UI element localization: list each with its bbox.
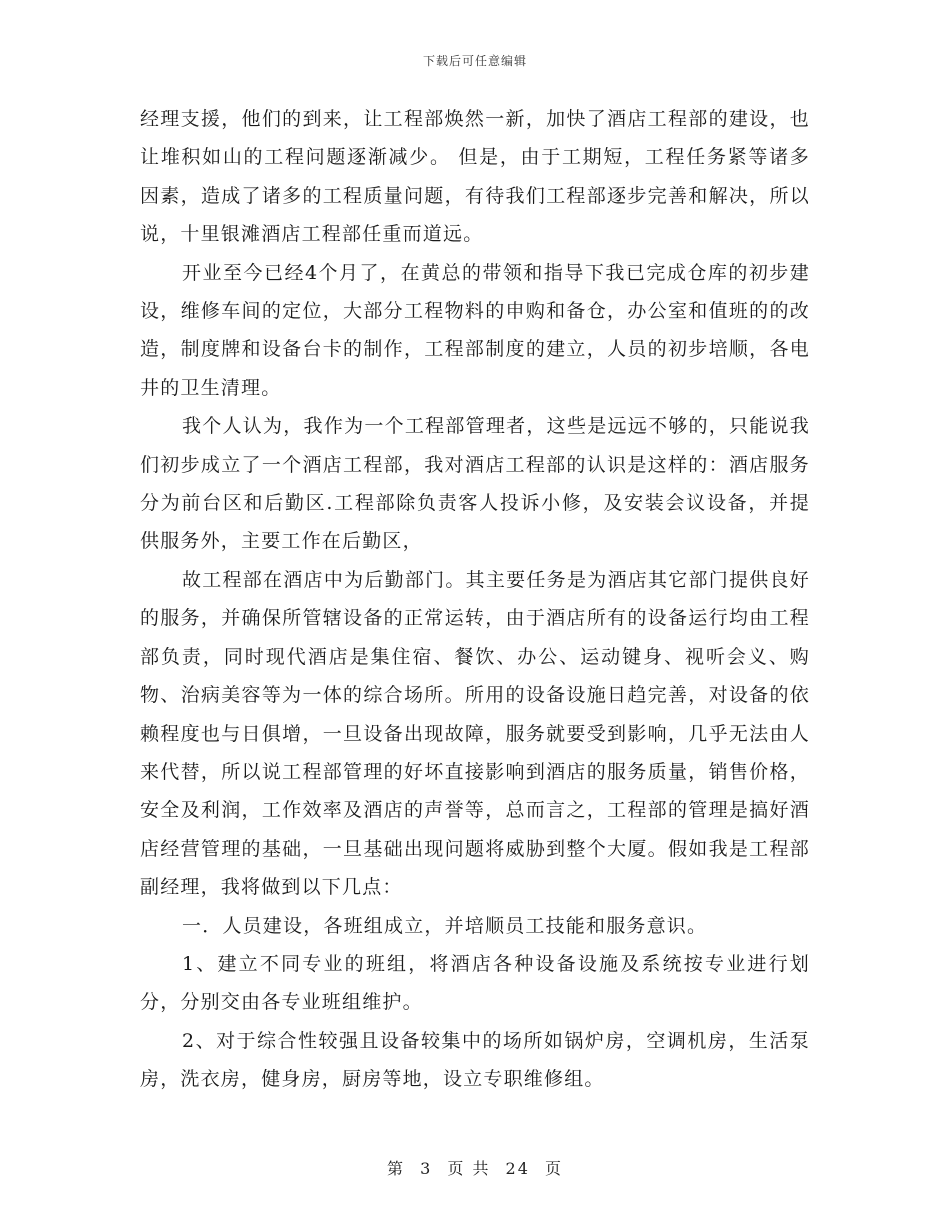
document-body xyxy=(140,100,810,1099)
paragraph-2: 开业至今已经4个月了，在黄总的带领和指导下我已完成仓库的初步建设，维修车间的定位，大部分工程物料的申购和备仓，办公室和值班的的改造，制度牌和设备台卡的制作，工程部制度的建立，人员的初步培顺，各电井的卫生清理。 xyxy=(140,261,810,399)
paragraph-1: 经理支援，他们的到来，让工程部焕然一新，加快了酒店工程部的建设，也让堆积如山的工程问题逐渐减少。 但是，由于工期短，工程任务紧等诸多因素，造成了诸多的工程质量问题，有待我们工程部逐步完善和解决，所以说，十里银滩酒店工程部任重而道远。 xyxy=(140,108,810,246)
page-header-note: 下载后可任意编辑 xyxy=(422,54,527,68)
footer-mid: 页 共 xyxy=(447,1159,491,1178)
paragraph-5: 一．人员建设，各班组成立，并培顺员工技能和服务意识。 xyxy=(182,914,708,937)
paragraph-6: 1、建立不同专业的班组，将酒店各种设备设施及系统按专业进行划分，分别交由各专业班组维护。 xyxy=(140,952,810,1014)
footer-suffix: 页 xyxy=(545,1159,564,1178)
page-footer xyxy=(0,1156,950,1179)
footer-total-pages: 24 xyxy=(505,1159,530,1178)
footer-prefix: 第 xyxy=(386,1159,405,1178)
paragraph-7: 2、对于综合性较强且设备较集中的场所如锅炉房，空调机房，生活泵房，洗衣房，健身房，厨房等地，设立专职维修组。 xyxy=(140,1029,810,1091)
footer-page-number: 3 xyxy=(420,1159,433,1178)
paragraph-4: 故工程部在酒店中为后勤部门。其主要任务是为酒店其它部门提供良好的服务，并确保所管辖设备的正常运转，由于酒店所有的设备运行均由工程部负责，同时现代酒店是集住宿、餐饮、办公、运动键身、视听会义、购物、治病美容等为一体的综合场所。所用的设备设施日趋完善，对设备的依赖程度也与日俱增，一旦设备出现故障，服务就要受到影响，几乎无法由人来代替，所以说工程部管理的好坏直接影响到酒店的服务质量，销售价格，安全及利润，工作效率及酒店的声誉等，总而言之，工程部的管理是搞好酒店经营管理的基础，一旦基础出现问题将威胁到整个大厦。假如我是工程部副经理，我将做到以下几点： xyxy=(140,568,810,899)
paragraph-3: 我个人认为，我作为一个工程部管理者，这些是远远不够的，只能说我们初步成立了一个酒店工程部，我对酒店工程部的认识是这样的：酒店服务分为前台区和后勤区.工程部除负责客人投诉小修，及安装会议设备，并提供服务外，主要工作在后勤区， xyxy=(140,415,810,553)
